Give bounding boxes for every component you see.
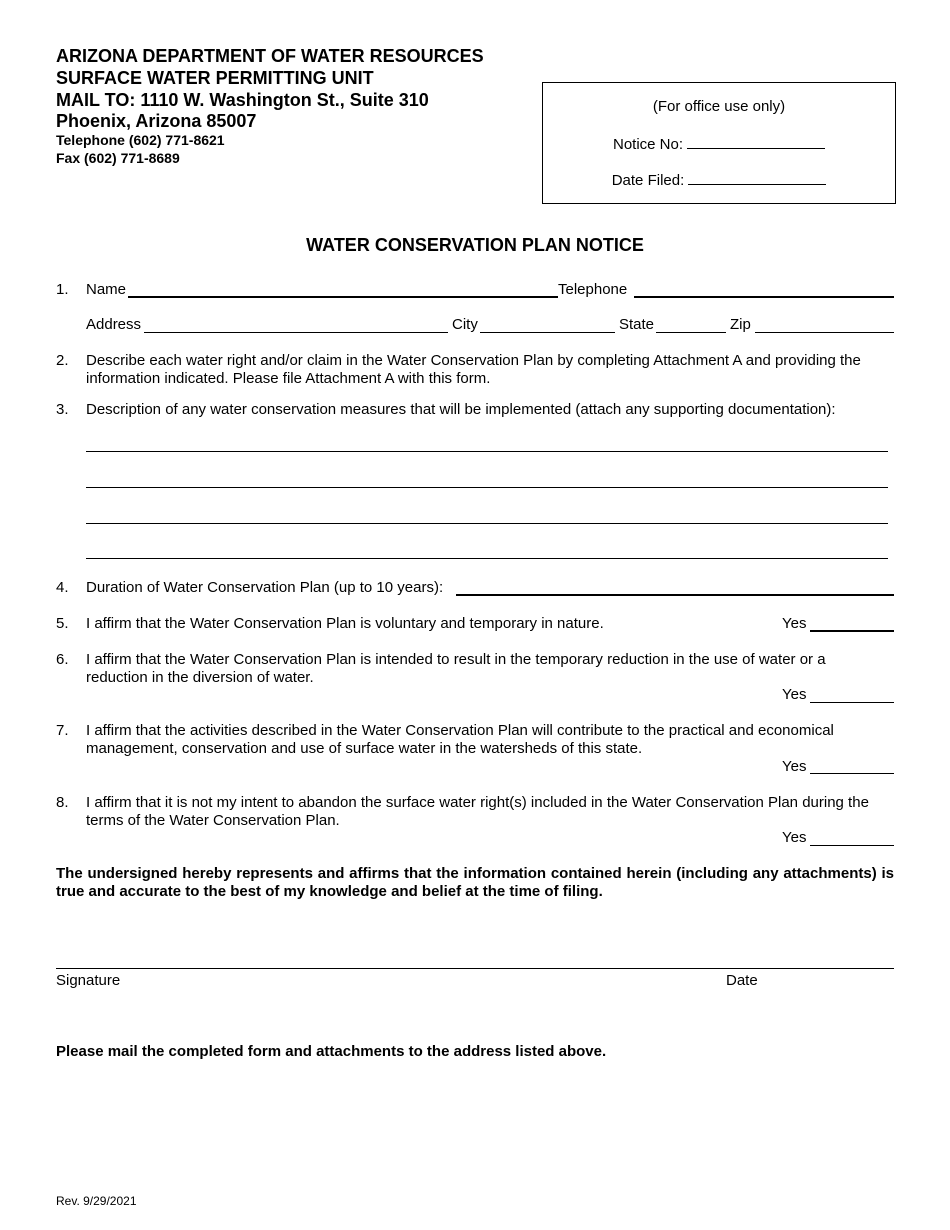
item-8-yes-label: Yes: [782, 829, 807, 846]
city-label: City: [452, 316, 478, 333]
item-1-number: 1.: [56, 281, 69, 298]
city-state: Phoenix, Arizona 85007: [56, 111, 257, 131]
name-field[interactable]: [128, 296, 558, 298]
measures-line-4[interactable]: [86, 558, 888, 559]
mail-instruction: Please mail the completed form and attachments to the address listed above.: [56, 1043, 607, 1060]
date-label: Date: [726, 972, 758, 989]
fax-number: Fax (602) 771-8689: [56, 150, 180, 166]
signature-label: Signature: [56, 972, 121, 989]
city-field[interactable]: [480, 332, 615, 333]
item-5-text: I affirm that the Water Conservation Plan is voluntary and temporary in nature.: [86, 615, 604, 632]
item-8-yes-field[interactable]: [810, 845, 894, 846]
measures-line-1[interactable]: [86, 451, 888, 452]
office-use-caption: (For office use only): [652, 98, 786, 115]
office-use-box: [542, 82, 896, 204]
item-5-yes-field[interactable]: [810, 630, 894, 632]
item-7-yes-field[interactable]: [810, 773, 894, 774]
signature-line[interactable]: [56, 968, 894, 969]
address-label: Address: [86, 316, 142, 333]
telephone-label: Telephone: [558, 281, 628, 298]
item-6-yes-field[interactable]: [810, 702, 894, 703]
state-label: State: [619, 316, 655, 333]
item-3-text: Description of any water conservation measures that will be implemented (attach any supporting documentation):: [86, 401, 836, 418]
zip-label: Zip: [730, 316, 751, 333]
item-7-yes-label: Yes: [782, 758, 807, 775]
notice-number-label: Notice No:: [612, 136, 684, 153]
name-label: Name: [86, 281, 127, 298]
agency-name: ARIZONA DEPARTMENT OF WATER RESOURCES: [56, 46, 484, 66]
notice-number-field: [687, 134, 825, 149]
item-2-number: 2.: [56, 352, 69, 369]
zip-field[interactable]: [755, 332, 894, 333]
revision-date: Rev. 9/29/2021: [56, 1194, 137, 1208]
item-5-number: 5.: [56, 615, 69, 632]
telephone-field[interactable]: [634, 296, 894, 298]
telephone-number: Telephone (602) 771-8621: [56, 132, 225, 148]
item-7-number: 7.: [56, 722, 69, 739]
item-4-number: 4.: [56, 579, 69, 596]
plan-duration-field[interactable]: [456, 594, 894, 596]
item-5-yes-label: Yes: [782, 615, 807, 632]
date-filed-label: Date Filed:: [611, 172, 685, 189]
item-6-yes-label: Yes: [782, 686, 807, 703]
date-filed-field: [688, 170, 826, 185]
item-6-number: 6.: [56, 651, 69, 668]
item-4-text: Duration of Water Conservation Plan (up to 10 years):: [86, 579, 444, 596]
item-2-text: Describe each water right and/or claim in the Water Conservation Plan by completing Attachment A and providing the information indicated. Please file Attachment A with this form.: [86, 352, 861, 387]
form-title: WATER CONSERVATION PLAN NOTICE: [306, 235, 644, 255]
item-8-text: I affirm that it is not my intent to abandon the surface water right(s) included in the Water Conservation Plan during the terms of the Water Conservation Plan.: [86, 794, 869, 829]
item-6-text: I affirm that the Water Conservation Plan is intended to result in the temporary reduction in the use of water or a reduction in the diversion of water.: [86, 651, 826, 686]
mailing-address: MAIL TO: 1110 W. Washington St., Suite 310: [56, 90, 429, 110]
address-field[interactable]: [144, 332, 448, 333]
unit-name: SURFACE WATER PERMITTING UNIT: [56, 68, 374, 88]
affirmation-statement: The undersigned hereby represents and affirms that the information contained herein (including any attachments) is true and accurate to the best of my knowledge and belief at the time of filing.: [56, 865, 894, 900]
notice-number-row: [543, 134, 895, 153]
state-field[interactable]: [656, 332, 726, 333]
measures-line-3[interactable]: [86, 523, 888, 524]
item-8-number: 8.: [56, 794, 69, 811]
item-7-text: I affirm that the activities described in the Water Conservation Plan will contribute to the practical and economical management, conservation and use of surface water in the watersheds of this state.: [86, 722, 834, 757]
measures-line-2[interactable]: [86, 487, 888, 488]
item-3-number: 3.: [56, 401, 69, 418]
date-filed-row: [543, 170, 895, 189]
